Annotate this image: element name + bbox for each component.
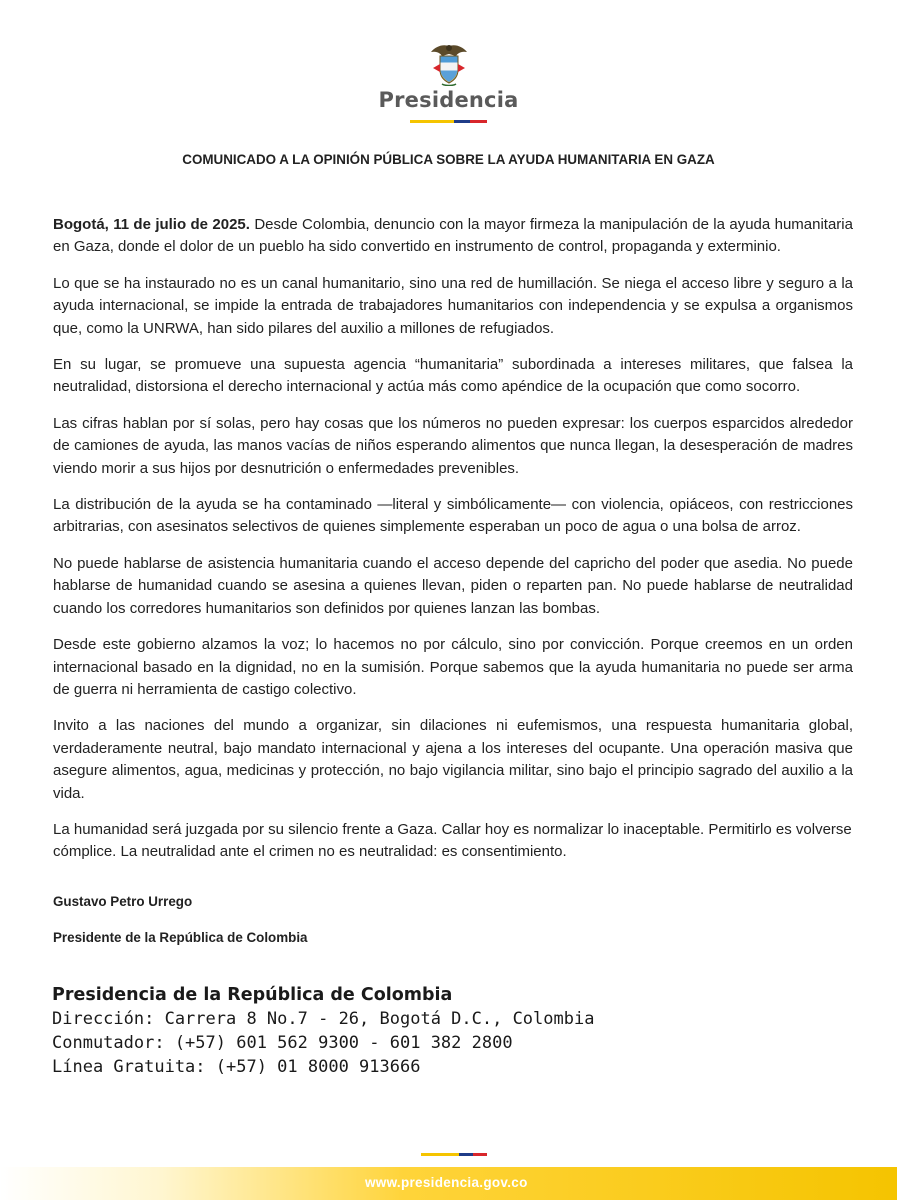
signatory-role: Presidente de la República de Colombia [53,930,308,945]
footer-phone: Conmutador: (+57) 601 562 9300 - 601 382 2800 [52,1033,513,1053]
flag-stripe [0,120,897,123]
paragraph: No puede hablarse de asistencia humanitaria cuando el acceso depende del capricho del poder que asedia. No puede hablarse de humanidad cuando se asesina a quienes llevan, piden o reparten pan. No puede hablarse de neutralidad cuando los corredores humanitarios son definidos por quienes lanzan las bombas. [53,554,853,617]
coat-of-arms-icon [429,42,469,86]
paragraph: Lo que se ha instaurado no es un canal humanitario, sino una red de humillación. Se niega el acceso libre y seguro a la ayuda internacional, se impide la entrada de trabajadores humanitarios con independencia y se expulsa a organismos que, como la UNRWA, han sido pilares del auxilio a millones de refugiados. [53,274,853,337]
brand-wordmark: Presidencia [378,88,519,112]
paragraph: En su lugar, se promueve una supuesta agencia “humanitaria” subordinada a intereses militares, que falsea la neutralidad, distorsiona el derecho internacional y actúa más como apéndice de la ocupación que como socorro. [53,356,853,396]
website-bar [0,1167,897,1200]
paragraph-intro [53,214,853,259]
dateline: Bogotá, 11 de julio de 2025. [53,216,250,233]
paragraph: La distribución de la ayuda se ha contaminado —literal y simbólicamente— con violencia, opiáceos, con restricciones arbitrarias, con asesinatos selectivos de quienes simplemente esperaban un poco de agua o una bolsa de arroz. [53,496,853,536]
letterhead [0,42,897,123]
flag-red-stripe [473,1153,487,1156]
document-title: COMUNICADO A LA OPINIÓN PÚBLICA SOBRE LA AYUDA HUMANITARIA EN GAZA [182,152,715,167]
flag-yellow-stripe [410,120,454,123]
paragraph: La humanidad será juzgada por su silencio frente a Gaza. Callar hoy es normalizar lo inaceptable. Permitirlo es volverse cómplice. La neutralidad ante el crimen no es neutralidad: es consentimiento. [53,820,852,861]
flag-blue-stripe [454,120,470,123]
paragraph: Invito a las naciones del mundo a organizar, sin dilaciones ni eufemismos, una respuesta humanitaria global, verdaderamente neutral, bajo mandato internacional y ajena a los intereses del ocupante. Una operación masiva que asegure alimentos, agua, medicinas y protección, no bajo vigilancia militar, sino bajo el principio sagrado del auxilio a la vida. [53,717,853,802]
flag-yellow-stripe [421,1153,459,1156]
paragraph: Desde este gobierno alzamos la voz; lo hacemos no por cálculo, sino por convicción. Porque creemos en un orden internacional basado en la dignidad, no en la sumisión. Porque sabemos que la ayuda humanitaria no puede ser arma de guerra ni herramienta de castigo colectivo. [53,636,853,698]
intro-text: Desde Colombia, denuncio con la mayor firmeza la manipulación de la ayuda humanitaria en Gaza, donde el dolor de un pueblo ha sido convertido en instrumento de control, propaganda y exterminio. [53,216,853,256]
footer-address: Dirección: Carrera 8 No.7 - 26, Bogotá D.C., Colombia [52,1009,595,1029]
document-body [53,214,853,878]
footer-toll-free: Línea Gratuita: (+57) 01 8000 913666 [52,1057,421,1077]
flag-blue-stripe [459,1153,473,1156]
paragraph: Las cifras hablan por sí solas, pero hay cosas que los números no pueden expresar: los cuerpos esparcidos alrededor de camiones de ayuda, las manos vacías de niños esperando alimentos que nunca llegan, la desesperación de madres viendo morir a sus hijos por desnutrición o enfermedades prevenibles. [53,414,853,477]
footer-organization: Presidencia de la República de Colombia [52,985,453,1005]
website-link[interactable]: www.presidencia.gov.co [365,1175,528,1190]
signatory-name: Gustavo Petro Urrego [53,894,193,909]
contact-block [52,983,594,1079]
bottom-flag-stripe [421,1153,487,1156]
flag-red-stripe [470,120,487,123]
